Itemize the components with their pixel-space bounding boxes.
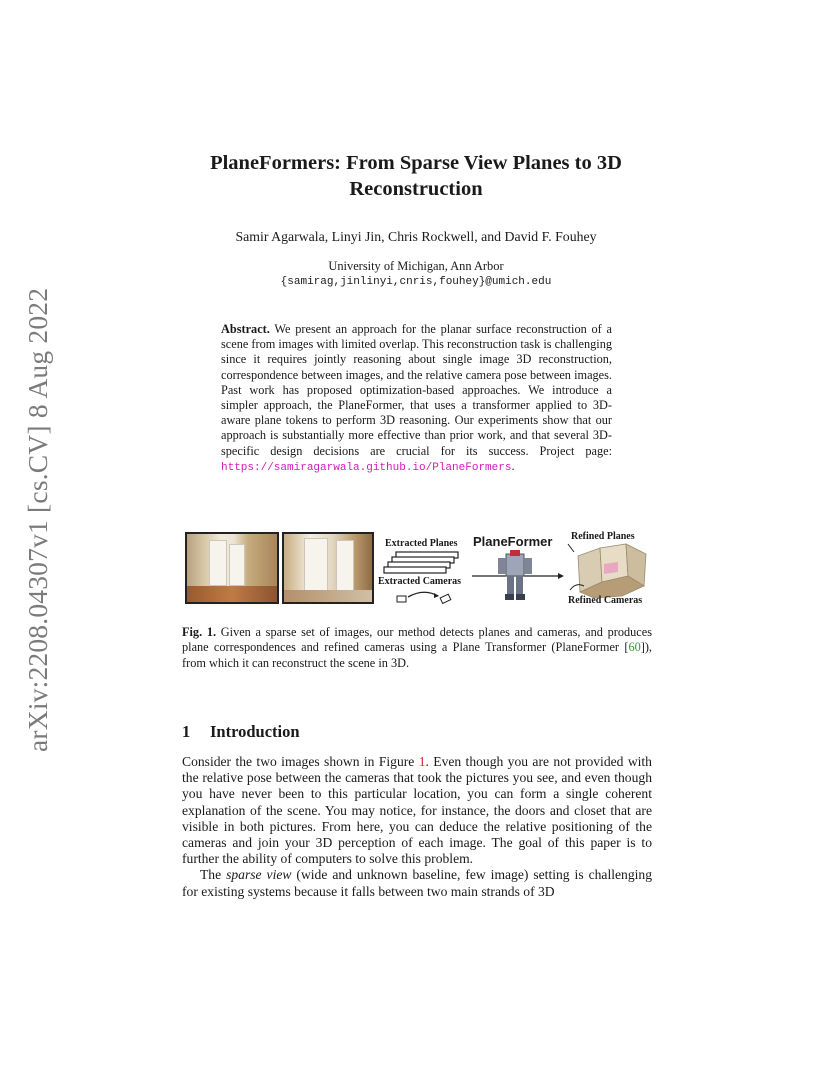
paragraph-text: . Even though you are not provided with the relative pose between the cameras that took the pictures you see, and even though you have never been to this particular location, you can form a single coherent explanation of the scene. You may notice, for instance, the doors and closet that are visible in both pictures. From here, you can deduce the relative positioning of the cameras and join your 3D perception of each image. The goal of this paper is to further the ability of computers to solve this problem. [182,754,652,867]
caption-label: Fig. 1. [182,625,217,639]
section-heading [182,722,300,742]
input-image-1 [185,532,279,604]
arxiv-identifier: arXiv:2208.04307v1 [cs.CV] 8 Aug 2022 [22,287,53,752]
transformer-robot-icon [470,550,566,602]
institution: University of Michigan, Ann Arbor [328,259,504,273]
paragraph-text: (wide and unknown baseline, few image) setting is challenging for existing systems because it falls between two main strands of 3D [182,867,652,899]
caption-text-end: ]), from which it can reconstruct the scene in 3D. [182,640,652,670]
door-shape [209,540,227,586]
citation-link[interactable]: 60 [628,640,641,655]
caption-text: Given a sparse set of images, our method detects planes and cameras, and produces plane correspondences and refined cameras using a Plane Transformer (PlaneFormer [ [182,625,652,655]
figure-caption [182,625,652,671]
abstract-text: We present an approach for the planar surface reconstruction of a scene from images with limited overlap. This reconstruction task is challenging since it requires jointly reasoning about single image 3D reconstruction, correspondence between images, and the relative camera pose between images. Past work has proposed optimization-based approaches. We introduce a simpler approach, the PlaneFormer, that uses a transformer applied to 3D-aware plane tokens to perform 3D reasoning. Our experiments show that our approach is substantially more effective than prior work, and that several 3D-specific design decisions are crucial for its success. Project page: [221,322,612,458]
label-refined-planes: Refined Planes [571,531,635,542]
section-number: 1 [182,722,191,741]
abstract [221,322,612,476]
label-extracted-planes: Extracted Planes [385,538,458,549]
door-shape [229,544,245,586]
refined-reconstruction-icon [564,542,654,598]
floor-shape [284,590,372,602]
label-extracted-cameras: Extracted Cameras [378,576,462,587]
abstract-end: . [511,458,515,473]
section-title: Introduction [210,722,300,741]
paragraph-text: Consider the two images shown in Figure [182,754,419,769]
closet-shape [304,538,328,594]
plane-stack-icon [382,550,472,576]
body-text [182,754,652,900]
paragraph [182,754,652,867]
author-list: Samir Agarwala, Linyi Jin, Chris Rockwell, and David F. Fouhey [235,229,597,244]
paper-title: PlaneFormers: From Sparse View Planes to 3D Reconstruction [210,152,622,200]
floor-shape [187,586,277,602]
affiliation [150,259,682,290]
paragraph-text: The [200,867,227,883]
door-shape [336,540,354,594]
teaser-figure [182,528,652,610]
project-page-link[interactable]: https://samiragarwala.github.io/PlaneFormers [221,461,512,474]
emphasis-text: sparse view [226,867,292,883]
paragraph [182,867,652,899]
abstract-label: Abstract. [221,322,270,336]
author-emails: {samirag,jinlinyi,cnris,fouhey}@umich.edu [280,275,552,288]
label-refined-cameras: Refined Cameras [568,595,643,606]
label-planeformer: PlaneFormer [473,534,553,549]
camera-pair-icon [394,588,454,606]
figure-reference-link[interactable]: 1 [418,754,426,769]
input-image-2 [282,532,374,604]
